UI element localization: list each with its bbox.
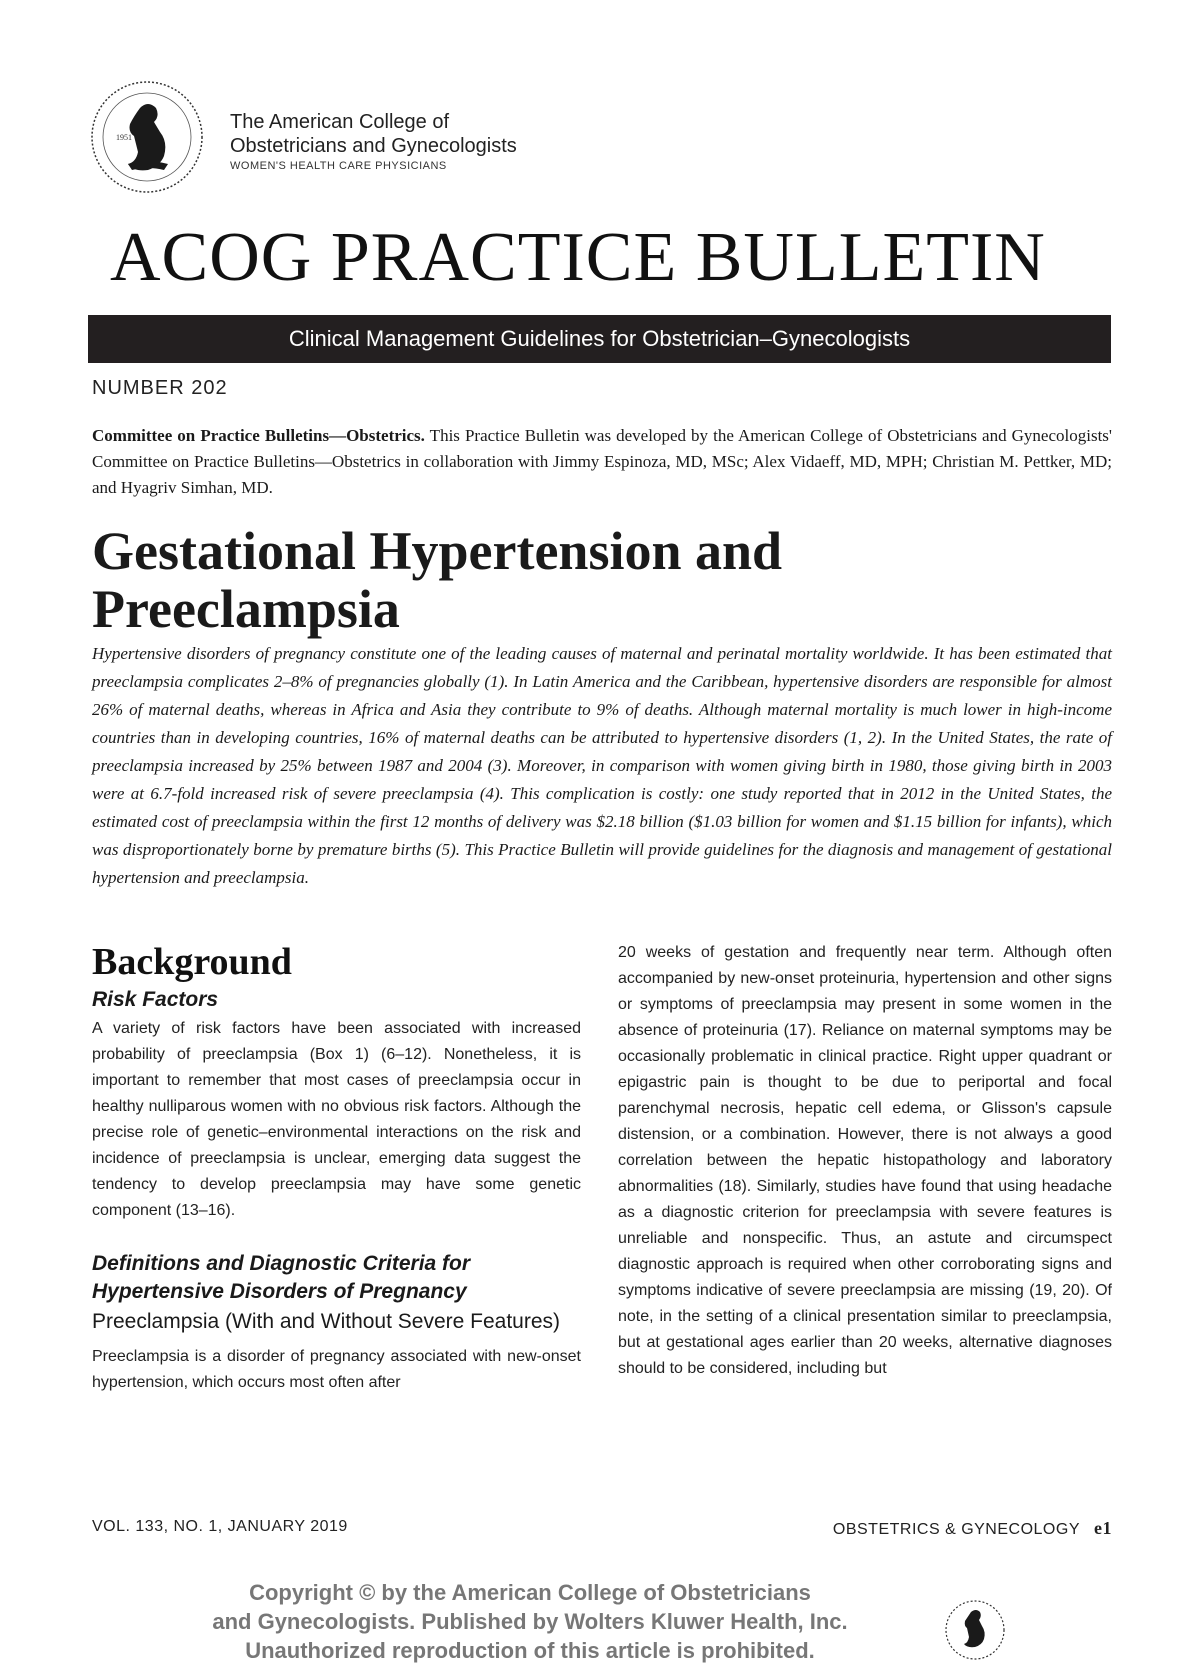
- org-tagline: WOMEN'S HEALTH CARE PHYSICIANS: [230, 160, 447, 172]
- footer-volume: VOL. 133, NO. 1, JANUARY 2019: [92, 1518, 348, 1535]
- abstract: Hypertensive disorders of pregnancy constitute one of the leading causes of maternal and perinatal mortality worldwide. It has been estimated that preeclampsia complicates 2–8% of pregnancies globally (1). In Latin America and the Caribbean, hypertensive disorders are responsible for almost 26% of maternal deaths, whereas in Africa and Asia they contribute to 9% of deaths. Although maternal mortality is much lower in high-income countries than in developing countries, 16% of maternal deaths can be attributed to hypertensive disorders (1, 2). In the United States, the rate of preeclampsia increased by 25% between 1987 and 2004 (3). Moreover, in comparison with women giving birth in 1980, those giving birth in 2003 were at 6.7-fold increased risk of severe preeclampsia (4). This complication is costly: one study reported that in 2012 in the United States, the estimated cost of preeclampsia within the first 12 months of delivery was $2.18 billion ($1.03 billion for women and $1.15 billion for infants), which was disproportionately borne by premature births (5). This Practice Bulletin will provide guidelines for the diagnosis and management of gestational hypertension and preeclampsia.: [92, 644, 1112, 887]
- bulletin-title: ACOG PRACTICE BULLETIN: [110, 219, 1046, 296]
- svg-text:1951: 1951: [116, 133, 132, 142]
- acog-seal-logo: [88, 78, 206, 196]
- copyright-line-3: Unauthorized reproduction of this article is prohibited.: [245, 1638, 815, 1663]
- definitions-heading: Definitions and Diagnostic Criteria for Hypertensive Disorders of Pregnancy: [92, 1252, 471, 1303]
- committee-credit: [92, 423, 1112, 501]
- org-line-2: Obstetricians and Gynecologists: [230, 135, 517, 157]
- risk-factors-heading: Risk Factors: [92, 988, 219, 1011]
- committee-name: Committee on Practice Bulletins—Obstetrics.: [92, 426, 425, 445]
- right-column-paragraph: 20 weeks of gestation and frequently near term. Although often accompanied by new-onset proteinuria, hypertension and other signs or symptoms of preeclampsia may present in some women in the absence of proteinuria (17). Reliance on maternal symptoms may be occasionally problematic in clinical practice. Right upper quadrant or epigastric pain is thought to be due to periportal and focal parenchymal necrosis, hepatic cell edema, or Glisson's capsule distension, or a combination. However, there is not always a good correlation between the hepatic histopathology and laboratory abnormalities (18). Similarly, studies have found that using headache as a diagnostic criterion for preeclampsia with severe features is unreliable and nonspecific. Thus, an astute and circumspect diagnostic approach is required when other corroborating signs and symptoms indicative of severe preeclampsia are missing (19, 20). Of note, in the setting of a clinical presentation similar to preeclampsia, but at gestational ages earlier than 20 weeks, alternative diagnoses should to be considered, including but: [618, 944, 1112, 1377]
- org-line-1: The American College of: [230, 111, 450, 133]
- risk-factors-paragraph: A variety of risk factors have been associated with increased probability of preeclampsia (Box 1) (6–12). Nonetheless, it is important to remember that most cases of preeclampsia occur in healthy nulliparous women with no obvious risk factors. Although the precise role of genetic–environmental interactions on the risk and incidence of preeclampsia is unclear, emerging data suggest the tendency to develop preeclampsia may have some genetic component (13–16).: [92, 1020, 581, 1219]
- acog-seal-small-icon: [943, 1598, 1007, 1662]
- background-heading: Background: [92, 941, 292, 983]
- copyright-line-2: and Gynecologists. Published by Wolters Kluwer Health, Inc.: [212, 1609, 848, 1634]
- page-number: e1: [1094, 1518, 1112, 1538]
- right-column: [618, 940, 1112, 1382]
- journal-name: OBSTETRICS & GYNECOLOGY: [832, 1521, 1080, 1538]
- left-column: [92, 940, 581, 1396]
- copyright-line-1: Copyright © by the American College of Obstetricians: [249, 1580, 811, 1605]
- footer-journal: [833, 1518, 1112, 1539]
- preeclampsia-paragraph: Preeclampsia is a disorder of pregnancy associated with new-onset hypertension, which occurs most often after: [92, 1348, 581, 1391]
- guidelines-banner: Clinical Management Guidelines for Obstetrician–Gynecologists: [88, 315, 1111, 363]
- document-title: Gestational Hypertension and Preeclampsia: [92, 521, 783, 639]
- committee-text: This Practice Bulletin was developed by the American College of Obstetricians and Gynecologists' Committee on Practice Bulletins—Obstetrics in collaboration with Jimmy Espinoza, MD, MSc; Alex Vidaeff, MD, MPH; Christian M. Pettker, MD; and Hyagriv Simhan, MD.: [92, 426, 1112, 497]
- bulletin-number: NUMBER 202: [92, 377, 228, 399]
- copyright-notice: [150, 1578, 910, 1665]
- preeclampsia-subheading: Preeclampsia (With and Without Severe Features): [92, 1310, 561, 1333]
- org-name: [230, 110, 517, 172]
